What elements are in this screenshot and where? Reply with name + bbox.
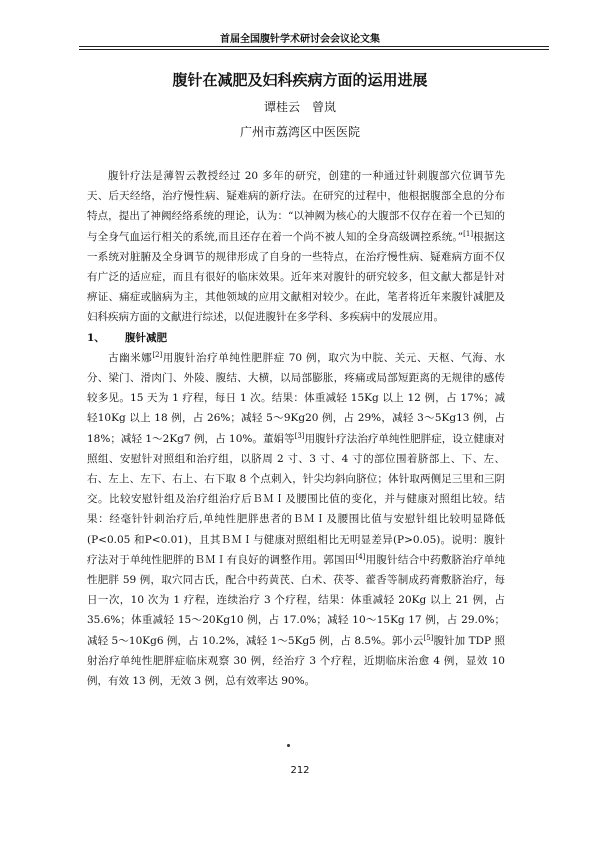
article-authors: 谭桂云 曾岚 bbox=[263, 100, 336, 114]
section-heading bbox=[87, 328, 505, 348]
section-title: 腹针减肥 bbox=[125, 331, 167, 344]
article-title: 腹针在减肥及妇科疾病方面的运用进展 bbox=[172, 71, 428, 89]
citation-ref: [4] bbox=[355, 552, 366, 561]
intro-text-a: 腹针疗法是薄智云教授经过 20 多年的研究，创建的一种通过针刺腹部穴位调节先天、后天经络，治疗慢性病、疑难病的新疗法。在研究的过程中，他根据腹部全息的分布特点，提出了神阙经络系统的理论，认为：“以神阙为核心的大腹部不仅存在着一个已知的与全身气血运行相关的系统,而且还存在着一个尚不被人知的全身高级调控系统。” bbox=[87, 170, 505, 243]
citation-ref: [1] bbox=[463, 229, 474, 238]
section-text-a: 古幽米娜 bbox=[108, 351, 153, 364]
citation-ref: [2] bbox=[152, 350, 163, 359]
section-text-e: 腹针加 TDP 照射治疗单纯性肥胖症临床观察 30 例，经治疗 3 个疗程，近期临床治愈 4 例，显效 10 例，有效 13 例，无效 3 例，总有效率达 90%。 bbox=[87, 634, 505, 688]
section-paragraph bbox=[87, 348, 505, 691]
citation-ref: [5] bbox=[423, 633, 434, 642]
intro-text-b: 根据这一系统对脏腑及全身调节的规律形成了自身的一些特点，在治疗慢性病、疑难病方面不仅有广泛的适应症，而且有很好的临床效果。近年来对腹针的研究较多，但文献大都是针对痹证、痛症或脑病为主，其他领域的应用文献相对较少。在此，笔者将近年来腹针减肥及妇科疾病方面的文献进行综述，以促进腹针在多学科、多疾病中的发展应用。 bbox=[87, 230, 505, 324]
section-text-d: 用腹针结合中药敷脐治疗单纯性肥胖 59 例，取穴同古氏，配合中药黄芪、白术、茯苓、藿香等制成药膏敷脐治疗，每日一次，10 次为 1 疗程，连续治疗 3 个疗程，结果：体重减轻 20Kg 以上 21 例，占 35.6%；体重减轻 15～20Kg10 例，占 17.0%；减轻 10～15Kg 17 例，占 29.0%；减轻 5～10Kg6 例，占 10.2%，减轻 1～5Kg5 例，占 8.5%。郭小云 bbox=[87, 553, 506, 647]
article-body bbox=[87, 166, 505, 691]
header-rule bbox=[79, 46, 549, 50]
page-number: 212 bbox=[290, 765, 310, 776]
article-affiliation: 广州市荔湾区中医医院 bbox=[239, 125, 360, 139]
section-text-c: 用腹针疗法治疗单纯性肥胖症，设立健康对照组、安慰针对照组和治疗组，以脐周 2 寸、3 寸、4 寸的部位围着脐部上、下、左、右、左上、左下、右上、右下取 8 个点刺入，针尖均斜向脐位；体针取两侧足三里和三阴交。比较安慰针组及治疗组治疗后ＢＭＩ及腰围比值的变化，并与健康对照组比较。结果：经毫针针刺治疗后,单纯性肥胖患者的ＢＭＩ及腰围比值与安慰针组比较明显降低(P<0.05 和P<0.01)，且其ＢＭＩ与健康对照组相比无明显差异(P>0.05)。说明：腹针疗法对于单纯性肥胖的ＢＭＩ有良好的调整作用。郭国田 bbox=[87, 432, 505, 566]
section-text-b: 用腹针治疗单纯性肥胖症 70 例，取穴为中脘、关元、天枢、气海、水分、梁门、滑肉门、外陵、腹结、大横，以局部膨胀，疼痛或局部短距离的无规律的感传较多见。15 天为 1 疗程，每日 1 次。结果：体重减轻 15Kg 以上 12 例，占 17%；减轻10Kg 以上 18 例，占 26%；减轻 5～9Kg20 例，占 29%，减轻 3～5Kg13 例，占 18%；减轻 1～2Kg7 例，占 10%。董娟等 bbox=[87, 351, 506, 445]
intro-paragraph bbox=[87, 166, 505, 328]
running-header: 首届全国腹针学术研讨会会议论文集 bbox=[220, 34, 380, 45]
section-number: 1、 bbox=[87, 331, 105, 344]
citation-ref: [3] bbox=[294, 431, 305, 440]
dot-mark bbox=[287, 744, 290, 747]
